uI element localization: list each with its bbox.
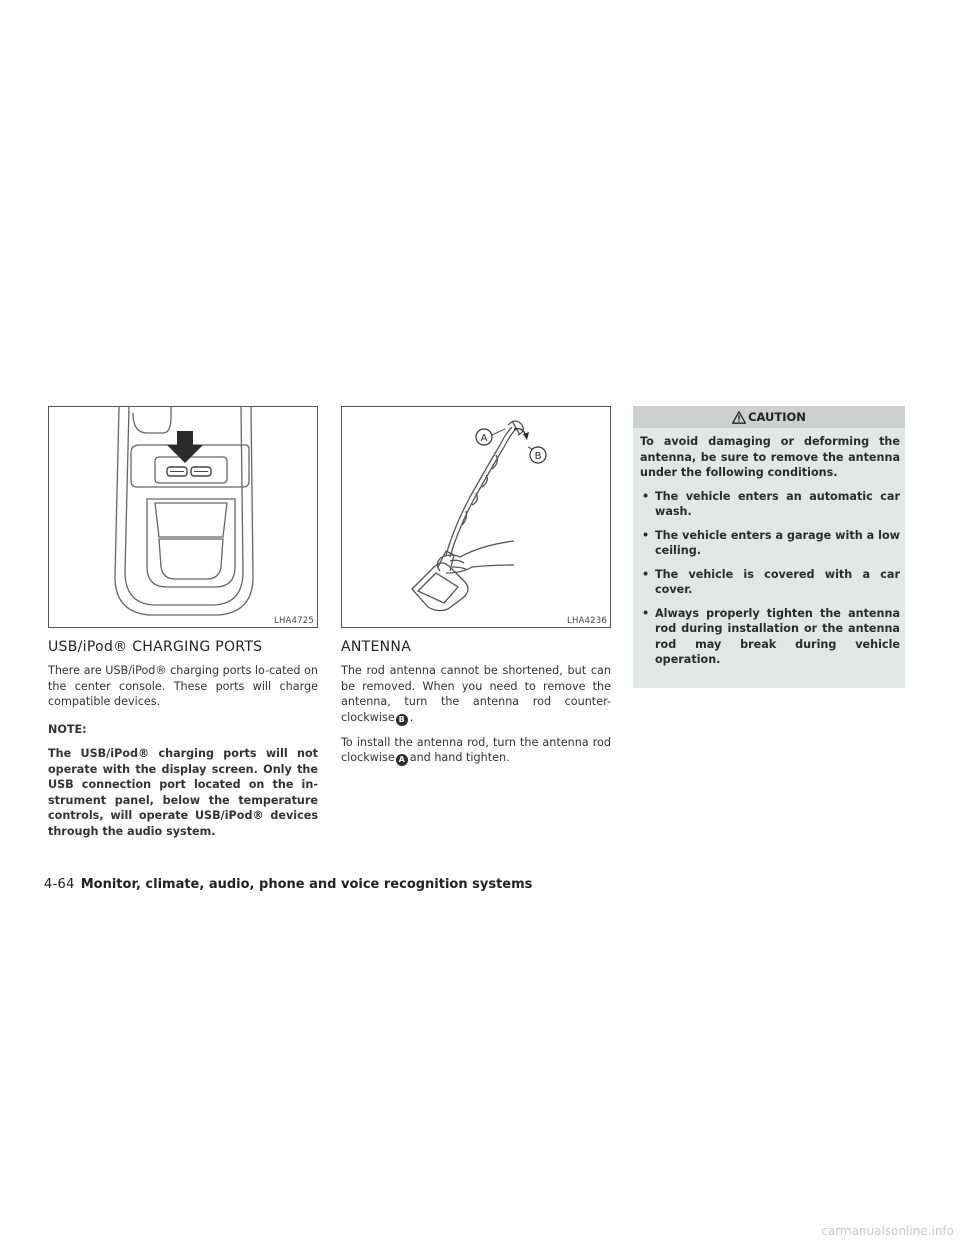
- install-text: To install the antenna rod, turn the antenna rod clockwise: [341, 735, 611, 764]
- watermark[interactable]: carmanualsonline.info: [821, 1224, 954, 1238]
- middle-column: [341, 406, 611, 775]
- section-heading: USB/iPod® CHARGING PORTS: [48, 639, 263, 655]
- remove-text-end: .: [409, 710, 414, 724]
- chapter-title: Monitor, climate, audio, phone and voice recognition systems: [80, 877, 533, 892]
- remove-antenna-paragraph: [341, 663, 611, 726]
- remove-text: The rod antenna cannot be shortened, but can be removed. When you need to remove the antenna, turn the antenna rod counter-clockwise: [341, 664, 611, 724]
- ref-a-marker: A: [396, 754, 408, 766]
- antenna-illustration: [342, 407, 610, 627]
- install-antenna-paragraph: [341, 735, 611, 767]
- caution-item: • The vehicle is covered with a car cover.: [640, 567, 900, 598]
- usb-ports-figure: [48, 406, 318, 628]
- caution-item: • Always properly tighten the antenna rod during installation or the antenna rod may break during vehicle operation.: [640, 606, 900, 668]
- antenna-figure: [341, 406, 611, 628]
- left-column: [48, 406, 318, 848]
- intro-paragraph: There are USB/iPod® charging ports lo-cated on the center console. These ports will charge compatible devices.: [48, 664, 318, 708]
- figure-id: LHA4725: [274, 616, 314, 626]
- callout-b: B: [534, 451, 542, 462]
- section-heading: ANTENNA: [341, 639, 412, 655]
- caution-header: [633, 406, 905, 428]
- page-footer: [44, 877, 532, 892]
- caution-list: [640, 489, 900, 668]
- caution-title: CAUTION: [748, 410, 806, 424]
- figure-id: LHA4236: [567, 616, 607, 626]
- caution-item: • The vehicle enters an automatic car wash.: [640, 489, 900, 520]
- note-text: The USB/iPod® charging ports will not operate with the display screen. Only the USB connection port located on the in-strument panel, below the temperature controls, will operate USB/iPod® devices through the audio system.: [48, 747, 318, 838]
- ref-b-marker: B: [396, 714, 408, 726]
- center-console-illustration: [49, 407, 317, 627]
- caution-intro: To avoid damaging or deforming the antenna, be sure to remove the antenna under the following conditions.: [640, 435, 900, 479]
- warning-triangle-icon: [732, 411, 746, 424]
- caution-body: [633, 428, 905, 668]
- caution-item: • The vehicle enters a garage with a low ceiling.: [640, 528, 900, 559]
- callout-a: A: [480, 433, 488, 444]
- caution-box: [633, 406, 905, 688]
- install-text-end: and hand tighten.: [409, 751, 510, 764]
- note-label: NOTE:: [48, 722, 87, 736]
- page-number: 4-64: [44, 877, 75, 892]
